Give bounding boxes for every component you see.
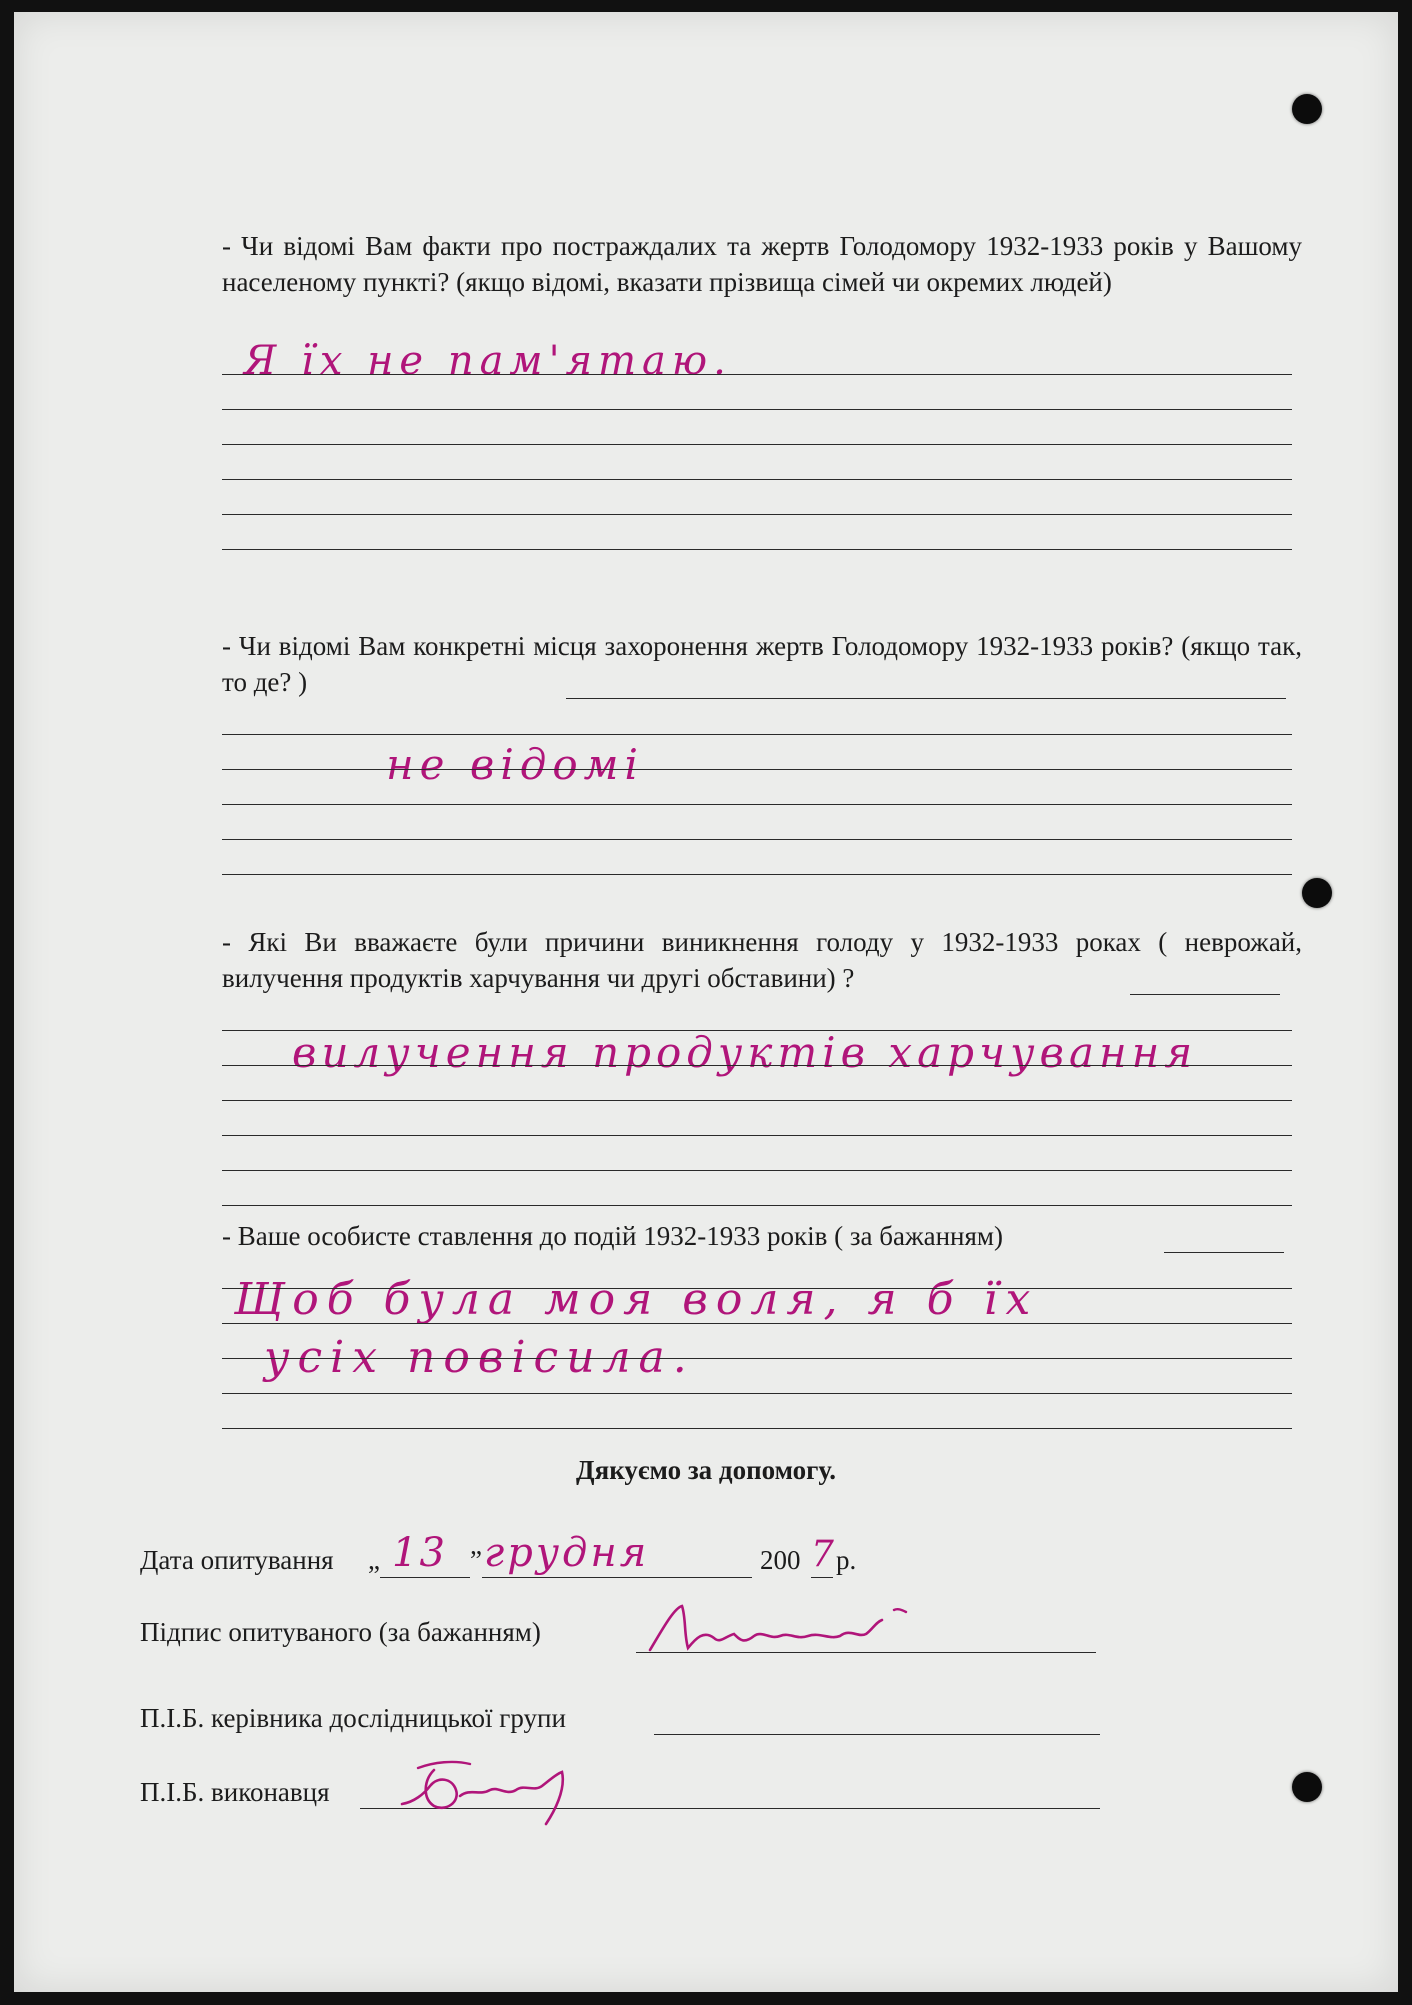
punch-hole-top [1292,94,1322,124]
leader-line [654,1734,1100,1735]
answer-line [222,444,1292,445]
answer-line [222,734,1292,735]
answer-4-line-1: Щоб була моя воля, я б їх [234,1274,1039,1325]
punch-hole-bottom [1292,1772,1322,1802]
executor-signature [394,1750,614,1830]
answer-line [1130,994,1280,995]
leader-label: П.І.Б. керівника дослідницької групи [140,1703,566,1733]
answer-line [222,1288,1292,1289]
year-suffix: р. [836,1545,857,1575]
signature-label: Підпис опитуваного (за бажанням) [140,1617,541,1647]
answer-line [222,804,1292,805]
answer-line [222,1428,1292,1429]
question-3-text: - Які Ви вважаєте були причини виникнення голоду у 1932-1933 роках ( неврожай, вилучення продуктів харчування чи другі обставини) ? [222,927,1302,993]
answer-line [222,769,1292,770]
answer-line [222,1205,1292,1206]
date-month-line [482,1577,752,1578]
year-digit: 7 [811,1534,834,1575]
answer-line [222,1358,1292,1359]
question-2-text: - Чи відомі Вам конкретні місця захоронення жертв Голодомору 1932-1933 років? (якщо так, то де? ) [222,631,1302,697]
answer-line [222,839,1292,840]
answer-line [222,514,1292,515]
answer-line [222,1100,1292,1101]
executor-label: П.І.Б. виконавця [140,1777,330,1807]
date-day: 13 [392,1530,447,1576]
answer-line [222,1170,1292,1171]
question-4-text: - Ваше особисте ставлення до подій 1932-1933 років ( за бажанням) [222,1221,1003,1251]
answer-line [222,479,1292,480]
answer-3-line-1: вилучення продуктів харчування [292,1028,1198,1077]
date-quote-open: „ [368,1545,380,1575]
answer-line [566,698,1286,699]
answer-line [222,1065,1292,1066]
answer-line [222,549,1292,550]
answer-4-line-2: усіх повісила. [264,1332,695,1383]
respondent-signature [644,1600,964,1660]
date-quote-close: ” [470,1545,482,1575]
answer-line [222,1135,1292,1136]
year-digit-line [811,1577,833,1578]
date-label: Дата опитування [140,1545,334,1575]
year-prefix: 200 [760,1545,801,1575]
answer-1-line-1: Я їх не пам'ятаю. [244,338,732,384]
thanks-text: Дякуємо за допомогу. [576,1455,836,1485]
answer-line [222,409,1292,410]
answer-line [222,1323,1292,1324]
question-1-text: - Чи відомі Вам факти про постраждалих та жертв Голодомору 1932-1933 років у Вашому населеному пункті? (якщо відомі, вказати прізвища сімей чи окремих людей) [222,231,1302,297]
punch-hole-middle [1302,878,1332,908]
answer-line [222,874,1292,875]
answer-line [1164,1252,1284,1253]
date-month: грудня [484,1530,650,1576]
answer-line [222,1393,1292,1394]
questionnaire-page [14,12,1398,1992]
answer-2-line-1: не відомі [386,740,644,789]
answer-line [222,374,1292,375]
date-day-line [380,1577,470,1578]
